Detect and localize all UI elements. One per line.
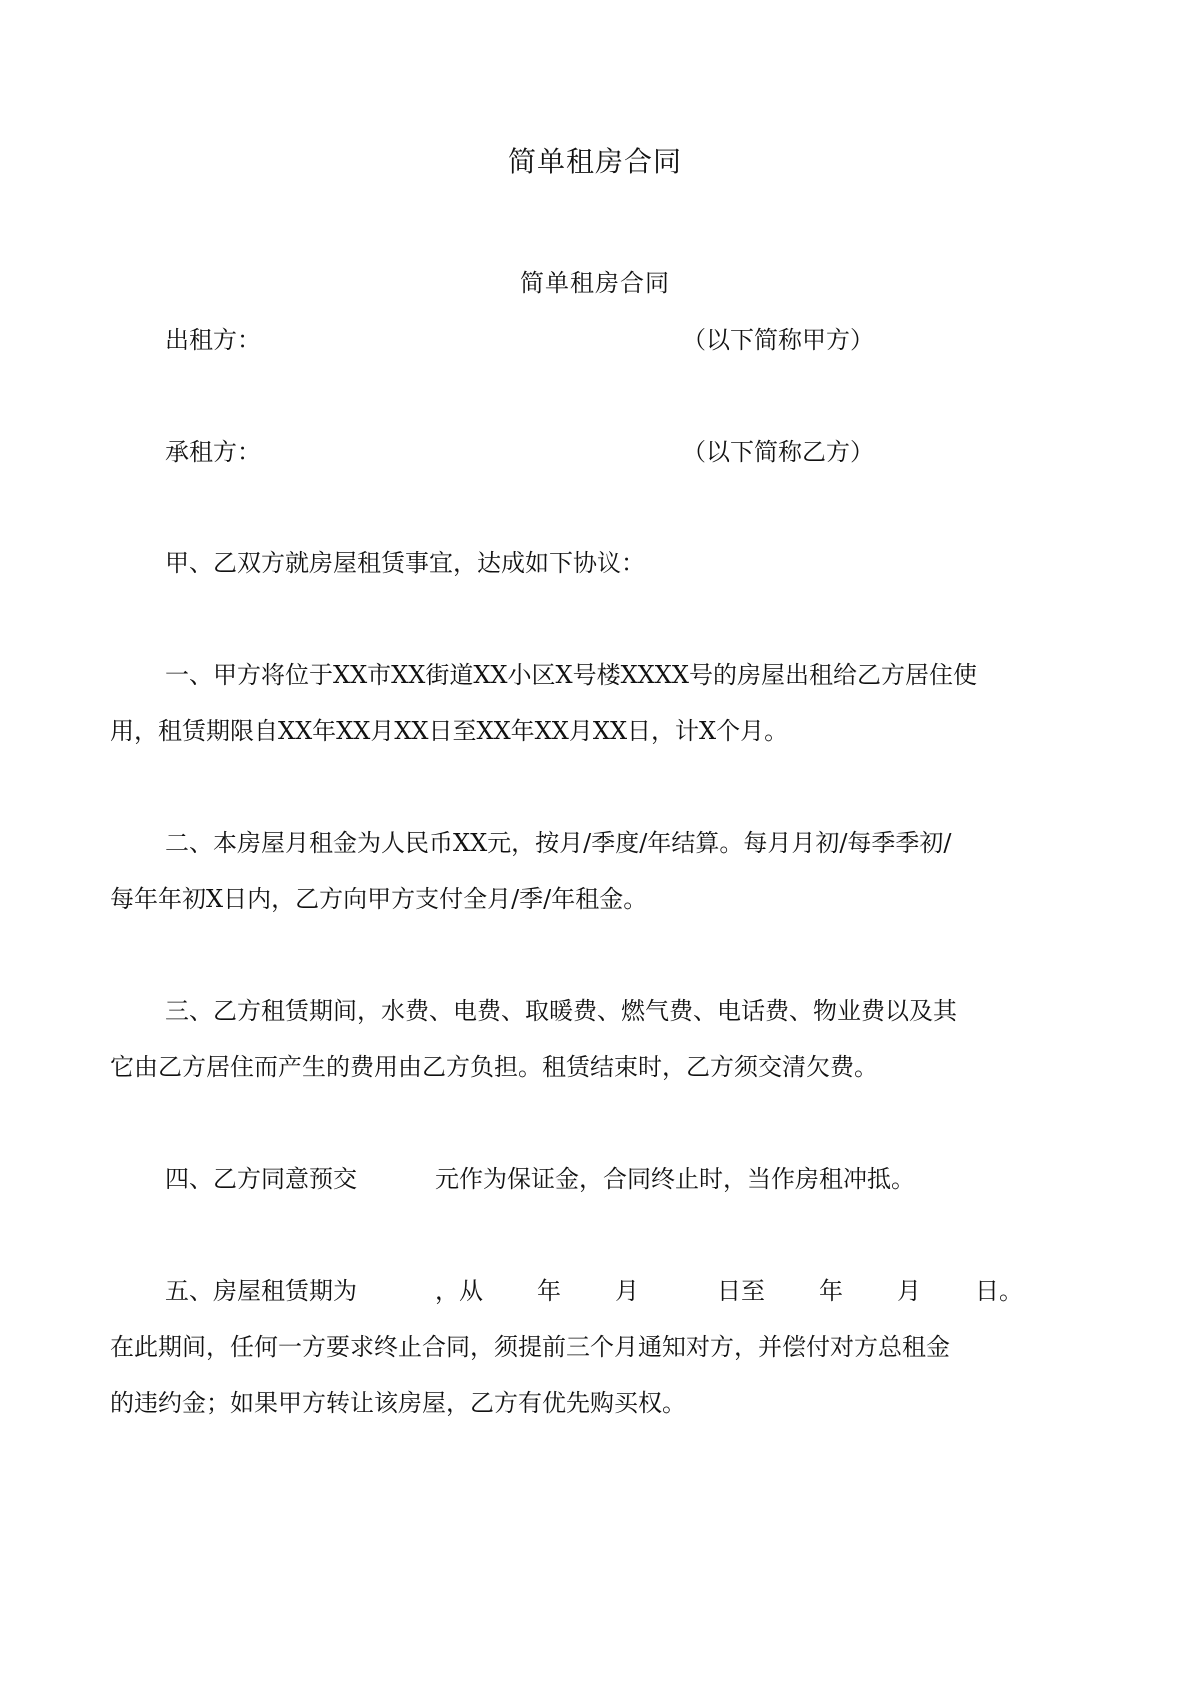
document-title: 简单租房合同: [507, 145, 682, 178]
clause-5-line-3: 的违约金；如果甲方转让该房屋，乙方有优先购买权。: [110, 1389, 686, 1417]
clause-5-line-1: [165, 1276, 1023, 1306]
clause-1-line-1: 一、甲方将位于XX市XX街道XX小区X号楼XXXX号的房屋出租给乙方居住使: [165, 661, 977, 689]
clause-5-part-7: 月: [897, 1277, 921, 1305]
clause-3-line-2: 它由乙方居住而产生的费用由乙方负担。租赁结束时，乙方须交清欠费。: [110, 1053, 878, 1081]
clause-5-line-2: 在此期间，任何一方要求终止合同，须提前三个月通知对方，并偿付对方总租金: [110, 1333, 950, 1361]
lessor-label: 出租方：: [165, 326, 261, 354]
clause-2-line-1: 二、本房屋月租金为人民币XX元，按月/季度/年结算。每月月初/每季季初/: [165, 829, 952, 857]
clause-2-line-2: 每年年初X日内，乙方向甲方支付全月/季/年租金。: [110, 885, 648, 913]
clause-4-part-2: 元作为保证金，合同终止时，当作房租冲抵。: [435, 1165, 915, 1193]
clause-5-part-5: 日至: [717, 1277, 765, 1305]
clause-1-line-2: 用，租赁期限自XX年XX月XX日至XX年XX月XX日，计X个月。: [110, 717, 789, 745]
lessee-note: （以下简称乙方）: [682, 438, 874, 466]
clause-5-part-3: 年: [537, 1277, 561, 1305]
clause-5-part-4: 月: [615, 1277, 639, 1305]
clause-4-line: [165, 1164, 915, 1194]
document-subtitle: 简单租房合同: [520, 269, 670, 297]
lessee-label: 承租方：: [165, 438, 261, 466]
clause-4-part-1: 四、乙方同意预交: [165, 1165, 357, 1193]
clause-5-part-6: 年: [819, 1277, 843, 1305]
lessor-note: （以下简称甲方）: [682, 326, 874, 354]
intro-paragraph: 甲、乙双方就房屋租赁事宜，达成如下协议：: [165, 549, 645, 577]
clause-3-line-1: 三、乙方租赁期间，水费、电费、取暖费、燃气费、电话费、物业费以及其: [165, 997, 957, 1025]
clause-5-part-2: ，从: [435, 1277, 483, 1305]
clause-5-part-8: 日。: [975, 1277, 1023, 1305]
clause-5-part-1: 五、房屋租赁期为: [165, 1277, 357, 1305]
